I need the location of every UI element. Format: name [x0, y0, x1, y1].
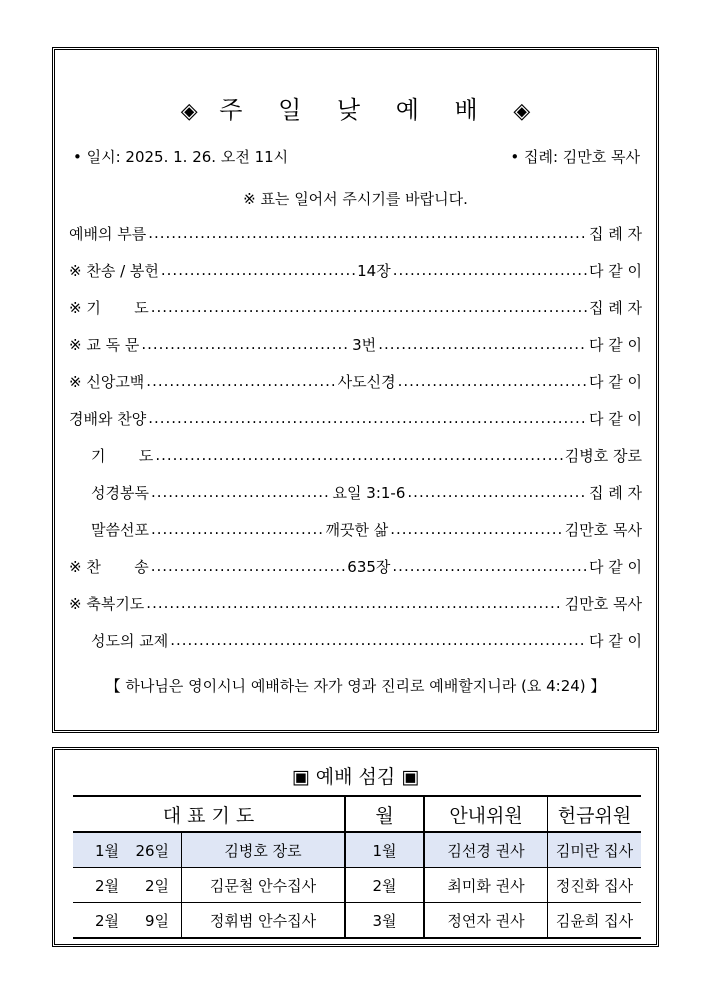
- order-person: 다 같 이: [588, 372, 642, 391]
- leader-dots: [155, 446, 562, 464]
- order-person: 다 같 이: [588, 409, 642, 428]
- prayer-month: 2월: [95, 911, 120, 930]
- order-detail: 3번: [352, 335, 377, 354]
- service-title: ▣ 예배 섬김 ▣: [291, 766, 420, 788]
- standing-notice: ※ 표는 일어서 주시기를 바랍니다.: [243, 190, 468, 208]
- order-person: 다 같 이: [588, 335, 642, 354]
- order-detail: 14장: [357, 261, 391, 280]
- prayer-date-cell: [73, 903, 182, 939]
- order-detail: 사도신경: [337, 372, 396, 391]
- order-person: 김만호 목사: [564, 594, 642, 613]
- order-label: ※ 찬송 / 봉헌: [69, 261, 159, 280]
- prayer-month: 2월: [95, 876, 120, 895]
- order-label: 성경봉독: [91, 483, 149, 502]
- order-person: 집 례 자: [588, 224, 642, 243]
- leader-dots: [151, 557, 346, 575]
- leader-dots: [141, 335, 350, 353]
- worship-order-panel: [52, 47, 659, 733]
- table-row: [73, 868, 641, 903]
- order-detail: 요일 3:1-6: [332, 483, 406, 502]
- leader-dots: [148, 409, 587, 427]
- order-row: [91, 629, 642, 651]
- month-cell: 1월: [345, 832, 424, 868]
- leader-dots: [151, 520, 324, 538]
- order-row: [69, 592, 642, 614]
- diamond-right-icon: ◈: [513, 99, 531, 124]
- prayer-day: 26일: [135, 841, 170, 860]
- order-person: 집 례 자: [588, 298, 642, 317]
- leader-dots: [393, 261, 587, 279]
- leader-dots: [151, 298, 587, 316]
- order-label: 경배와 찬양: [69, 409, 147, 428]
- worship-datetime: • 일시: 2025. 1. 26. 오전 11시: [73, 148, 289, 166]
- order-row: [91, 518, 642, 540]
- order-label: ※ 교 독 문: [69, 335, 140, 354]
- order-label: 말씀선포: [91, 520, 149, 539]
- order-detail: 635장: [347, 557, 391, 576]
- leader-dots: [161, 261, 355, 279]
- header-usher: 안내위원: [424, 796, 548, 832]
- prayer-day: 2일: [145, 876, 170, 895]
- month-cell: 3월: [345, 903, 424, 939]
- prayer-month: 1월: [95, 841, 120, 860]
- service-table: [73, 795, 641, 939]
- leader-dots: [392, 557, 587, 575]
- prayer-leader-cell: 김병호 장로: [182, 832, 346, 868]
- order-row: [69, 222, 642, 244]
- table-row: [73, 903, 641, 939]
- order-label: 기 도: [91, 446, 154, 465]
- scripture-verse: 【 하나님은 영이시니 예배하는 자가 영과 진리로 예배할지니라 (요 4:24) 】: [105, 677, 606, 695]
- diamond-left-icon: ◈: [180, 99, 198, 124]
- leader-dots: [148, 224, 587, 242]
- leader-dots: [407, 483, 587, 501]
- header-offering: 헌금위원: [548, 796, 641, 832]
- order-label: 성도의 교제: [91, 631, 169, 650]
- order-label: ※ 신앙고백: [69, 372, 145, 391]
- order-row: [69, 407, 642, 429]
- order-label: ※ 축복기도: [69, 594, 145, 613]
- worship-leader: • 집례: 김만호 목사: [510, 148, 640, 166]
- prayer-day: 9일: [145, 911, 170, 930]
- order-person: 김병호 장로: [564, 446, 642, 465]
- worship-title-text: 주 일 낮 예 배: [219, 96, 492, 124]
- header-month: 월: [345, 796, 424, 832]
- order-label: ※ 찬 송: [69, 557, 149, 576]
- order-row: [69, 333, 642, 355]
- order-label: 예배의 부름: [69, 224, 147, 243]
- prayer-leader-cell: 정휘범 안수집사: [182, 903, 346, 939]
- worship-title: [55, 90, 656, 125]
- order-person: 김만호 목사: [564, 520, 642, 539]
- leader-dots: [146, 372, 335, 390]
- order-row: [91, 444, 642, 466]
- prayer-leader-cell: 김문철 안수집사: [182, 868, 346, 903]
- usher-cell: 김선경 권사: [424, 832, 548, 868]
- order-row: [69, 296, 642, 318]
- order-person: 집 례 자: [588, 483, 642, 502]
- order-person: 다 같 이: [588, 557, 642, 576]
- offering-cell: 김윤희 집사: [548, 903, 641, 939]
- order-row: [69, 370, 642, 392]
- offering-cell: 정진화 집사: [548, 868, 641, 903]
- offering-cell: 김미란 집사: [548, 832, 641, 868]
- table-header-row: [73, 796, 641, 832]
- leader-dots: [398, 372, 587, 390]
- order-label: ※ 기 도: [69, 298, 149, 317]
- order-person: 다 같 이: [588, 631, 642, 650]
- prayer-date-cell: [73, 868, 182, 903]
- header-prayer: 대 표 기 도: [73, 796, 345, 832]
- usher-cell: 정연자 권사: [424, 903, 548, 939]
- order-detail: 깨끗한 삶: [325, 520, 389, 539]
- table-row: [73, 832, 641, 868]
- service-roster-panel: [52, 747, 659, 947]
- leader-dots: [378, 335, 587, 353]
- leader-dots: [390, 520, 563, 538]
- order-row: [91, 481, 642, 503]
- month-cell: 2월: [345, 868, 424, 903]
- leader-dots: [146, 594, 562, 612]
- prayer-date-cell: [73, 832, 182, 868]
- usher-cell: 최미화 권사: [424, 868, 548, 903]
- leader-dots: [170, 631, 587, 649]
- order-row: [69, 555, 642, 577]
- order-person: 다 같 이: [588, 261, 642, 280]
- order-row: [69, 259, 642, 281]
- leader-dots: [151, 483, 331, 501]
